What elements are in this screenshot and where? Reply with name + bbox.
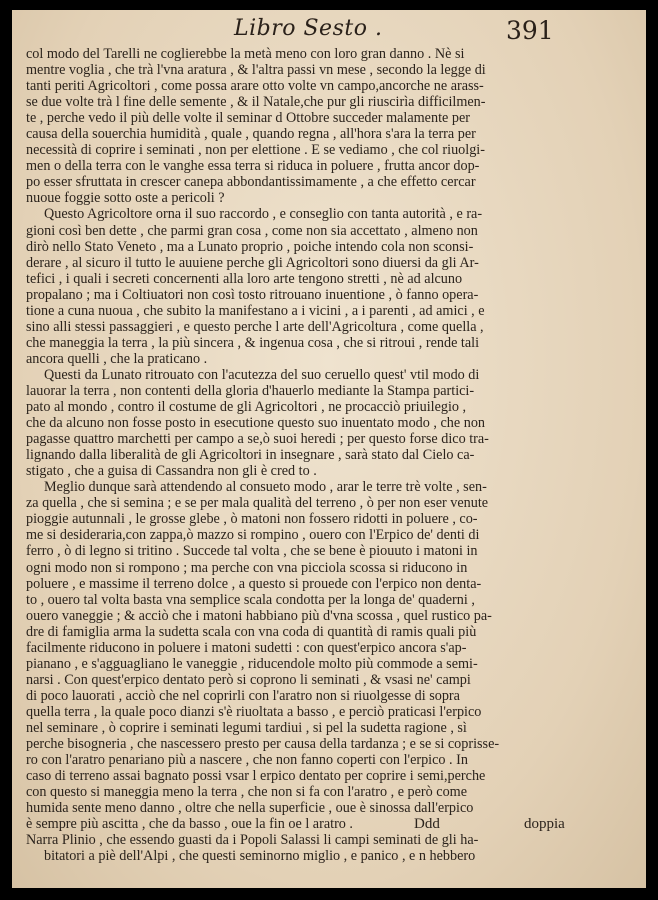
text-line: Narra Plinio , che essendo guasti da i Popoli Salassi li campi seminati de gli ha- [26,832,479,849]
text-line: che maneggia la terra , la più sincera , & ingenua cosa , che si ritroui , rende tali [26,334,480,351]
text-line: bitatori a piè dell'Alpi , che questi seminorno miglio , e panico , e n hebbero [44,848,476,865]
text-line: pioggie autunnali , le grosse glebe , ò matoni non fossero ridotti in poluere , co- [26,511,478,528]
body-text [26,46,586,864]
text-line: Questo Agricoltore orna il suo raccordo , e conseglio con tanta autorità , e ra- [44,206,483,223]
text-line: propalano ; ma i Coltiuatori non così tosto ritrouano inuentione , ò fanno opera- [26,286,479,303]
book-page [12,10,646,888]
text-line: con questo si maneggia meno la terra , che non si fa con l'aratro , e però come [26,784,468,801]
text-line: men o della terra con le vanghe essa terra si riduca in poluere , frutta ancor dop- [26,158,480,175]
text-line: ogni modo non si rompono ; ma perche con vna picciola scossa si riducono in [26,559,468,576]
text-line: gioni così ben dette , che parmi gran cosa , come non sia accettato , almeno non [26,222,478,239]
text-line: lauorar la terra , non contenti della gloria d'hauerlo mediante la Stampa partici- [26,382,475,399]
text-line: caso di terreno assai bagnato possi vsar l erpico dentato per coprire i semi,perche [26,768,486,785]
text-line: poluere , e massime il terreno dolce , a questo si prouede con l'erpico non denta- [26,575,482,592]
text-line: stigato , che a guisa di Cassandra non gli è cred to . [26,463,317,480]
text-line: me si desideraria,con zappa,ò mazzo si rompino , ouero con l'Erpico de' denti di [26,527,480,544]
text-line: to , ouero tal volta basta vna semplice scala condotta per la longa de' quaderni , [26,591,475,608]
text-line: Meglio dunque sarà attendendo al consueto modo , arar le terre trè volte , sen- [44,479,487,496]
text-line: se due volte trà l fine delle semente , & il Natale,che pur gli riuscirìa difficilmen- [26,94,486,111]
text-line: tefici , i quali i secreti concernenti alla loro arte tengono stretti , nè ad alcuno [26,270,463,287]
text-line: narsi . Con quest'erpico dentato però si coprono li seminati , & vsasi ne' campi [26,671,471,688]
text-line: pianano , e s'agguagliano le vaneggie , riducendole molto più commode a semi- [26,655,478,672]
text-line: necessità di coprire i seminati , non per elettione . E se vediamo , che col riuolgi- [26,142,485,159]
text-line: lignando dalla liberalità de gli Agricoltori in insegnare , sarà stato dal Cielo ca- [26,447,475,464]
signature-mark: Ddd [414,816,440,832]
text-line: pagasse quattro marchetti per campo a se,ò suoi heredi ; per questo forse dico tra- [26,431,489,448]
text-line: ouero vaneggie ; & acciò che i matoni habbiano più d'vna scossa , quel rustico pa- [26,607,492,624]
text-line: tanti periti Agricoltori , come possa arare otto volte vn campo,ancorche ne arass- [26,78,484,95]
text-line: tione a cuna nuoua , che subito la manifestano a i vicini , a i parenti , ad amici , e [26,302,485,319]
text-line: ro con l'aratro penariano più a nascere , che non fanno coperti con l'erpico . In [26,752,468,769]
text-line: perche bisogneria , che nascessero presto per causa della tardanza ; e se si coprisse- [26,736,500,753]
text-line: che da alcuno non fosse posto in esecutione questo suo inuentato modo , che non [26,415,486,432]
text-line: sino alli stessi passaggieri , e questo perche l arte dell'Agricoltura , come quella , [26,318,484,335]
page-footer [12,816,646,836]
text-line: ferro , ò di legno si tritino . Succede tal volta , che se bene è piouuto i matoni in [26,543,478,560]
text-line: causa della souerchia humidità , quale , quando regna , all'hora s'ara la terra per [26,126,476,143]
text-line: di poco lauorati , acciò che nel coprirli con l'aratro non si riuolgesse di sopra [26,687,460,704]
text-line: nel seminare , ò coprire i seminati legumi tardiui , si pel la sudetta ragione , sì [26,719,467,736]
text-line: Questi da Lunato ritrouato con l'acutezza del suo ceruello quest' vtil modo di [44,366,480,383]
text-line: pato al mondo , contro il costume de gli Agricoltori , ne procacciò priuilegio , [26,399,467,416]
catchword: doppia [524,816,565,832]
text-line: dre di famiglia arma la sudetta scala con vna coda di quantità di ramis quali più [26,623,477,640]
text-line: te , perche vedo il più delle volte il seminar d Ottobre succeder malamente per [26,110,470,127]
page-number: 391 [506,16,554,45]
running-header [12,12,646,46]
text-line: humida sente meno danno , oltre che nella superficie , oue è sinossa dall'erpico [26,800,474,817]
text-line: col modo del Tarelli ne coglierebbe la metà meno con loro gran danno . Nè si [26,46,465,62]
running-title: Libro Sesto . [234,16,383,41]
text-line: facilmente riducono in poluere i matoni sudetti : con quest'erpico ancora s'ap- [26,639,467,656]
text-line: za quella , che si semina ; e se per mala qualità del terreno , ò per non eser venute [26,495,489,512]
text-line: è sempre più ascitta , che da basso , oue la fin oe l aratro . [26,816,353,833]
text-line: quella terra , la quale poco dianzi s'è riuoltata a basso , e perciò praticasi l'erpico [26,703,482,720]
text-line: ancora quelli , che la praticano . [26,350,208,367]
text-line: po esser sfruttata in crescer canepa abbondantissimamente , a che effetto cercar [26,174,476,191]
text-line: mentre voglia , che trà l'vna aratura , & l'altra passi vn mese , secondo la legge di [26,62,486,79]
text-line: dirò nello Stato Veneto , ma a Lunato proprio , poiche intendo cola non sconsi- [26,238,474,255]
text-line: derare , al sicuro il tutto le auuiene perche gli Agricoltori sono diuersi da gli Ar- [26,254,479,271]
text-line: nuoue foggie sotto oste a pericoli ? [26,190,225,207]
